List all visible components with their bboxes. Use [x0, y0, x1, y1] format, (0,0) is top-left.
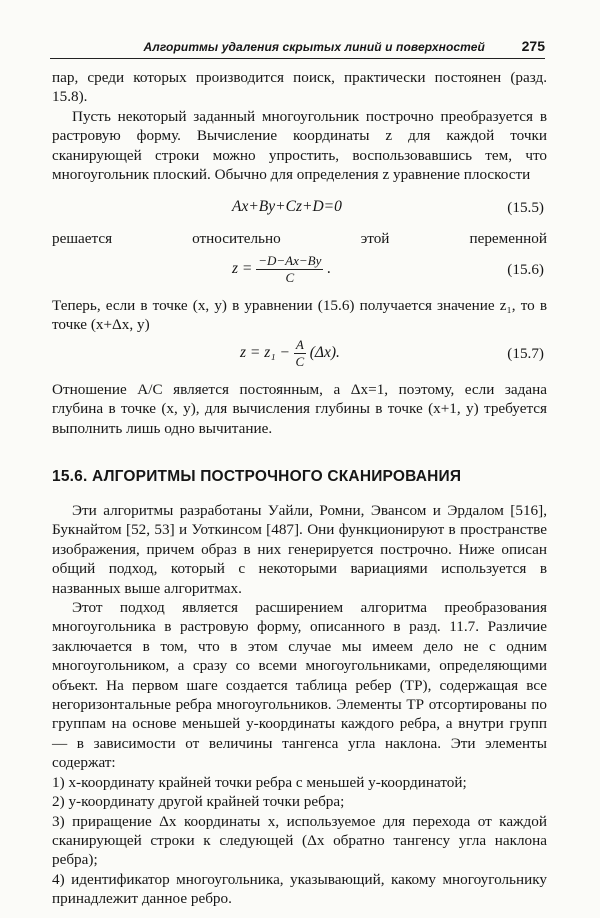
text-line — [52, 229, 547, 248]
section-heading: 15.6. АЛГОРИТМЫ ПОСТРОЧНОГО СКАНИРОВАНИЯ — [52, 468, 462, 485]
fraction-numerator: −D−Ax−By — [258, 253, 322, 268]
text-block — [52, 296, 547, 335]
fraction — [256, 254, 323, 285]
paragraph: Эти алгоритмы разработаны Уайли, Ромни, Эвансом и Эрдалом [516], Букнайтом [52, 53] и Уоткинсом [487]. Они функционируют в пространстве изображения, причем образ в них генерируется построчно. Ниже описан общий подход, который с некоторыми вариациями используется в названных выше алгоритмах. — [52, 502, 547, 597]
fraction — [294, 338, 306, 369]
list-item: 1) x-координату крайней точки ребра с меньшей y-координатой; — [52, 773, 467, 791]
running-title: Алгоритмы удаления скрытых линий и поверхностей — [143, 40, 485, 54]
equation-number: (15.5) — [507, 199, 544, 216]
fraction-denominator: C — [295, 354, 305, 369]
eq-lhs: z = — [232, 260, 253, 278]
equation-15-7 — [240, 338, 340, 369]
paragraph: пар, среди которых производится поиск, практически постоянен (разд. 15.8). — [52, 69, 547, 106]
equation-15-5: Ax+By+Cz+D=0 — [232, 198, 342, 215]
fraction-denominator: C — [285, 270, 295, 285]
paragraph: Пусть некоторый заданный многоугольник построчно преобразуется в растровую форму. Вычисление координаты z для каждой точки сканирующей строки можно упростить, воспользовавшись тем, что многоугольник плоский. Обычно для определения z уравнение плоскости — [52, 107, 547, 184]
list-item: 3) приращение Δx координаты x, используемое для перехода от каждой сканирующей строки к следующей (Δx обратно тангенсу угла наклона ребра); — [52, 812, 547, 869]
paragraph: решается относительно этой переменной — [52, 230, 547, 247]
fraction-numerator: A — [295, 337, 304, 352]
list-item: 4) идентификатор многоугольника, указывающий, какому многоугольнику принадлежит данное ребро. — [52, 870, 547, 908]
section-body — [52, 501, 547, 909]
page-number: 275 — [521, 38, 545, 54]
intro-text — [52, 68, 547, 184]
equation-15-6 — [232, 254, 331, 285]
list-item: 2) y-координату другой крайней точки ребра; — [52, 793, 345, 811]
paragraph: Этот подход является расширением алгоритма преобразования многоугольника в растровую форму, описанного в разд. 11.7. Различие заключается в том, что в этом случае мы имеем дело не с одним многоугольником, а сразу со всеми многоугольниками, определяющими объект. На первом шаге создается таблица ребер (ТР), содержащая все негоризонтальные ребра многоугольников. Элементы ТР отсортированы по группам на основе меньшей y-координаты каждого ребра, а внутри групп — в зависимости от величины тангенса угла наклона. Эти элементы содержат: — [52, 599, 547, 772]
paragraph: Отношение A/C является постоянным, а Δx=1, поэтому, если задана глубина в точке (x, y), для вычисления глубины в точке (x+1, y) требуется выполнить лишь одно вычитание. — [52, 381, 547, 437]
paragraph: Теперь, если в точке (x, y) в уравнении (15.6) получается значение z₁, то в точке (x+Δx, y) — [52, 297, 547, 334]
eq-tail: . — [327, 260, 332, 278]
eq-lhs: z = z₁ − — [240, 344, 290, 362]
page-header — [50, 36, 545, 59]
equation-number: (15.6) — [507, 261, 544, 278]
eq-tail: (Δx). — [309, 344, 340, 362]
equation-number: (15.7) — [507, 345, 544, 362]
text-block — [52, 380, 547, 438]
